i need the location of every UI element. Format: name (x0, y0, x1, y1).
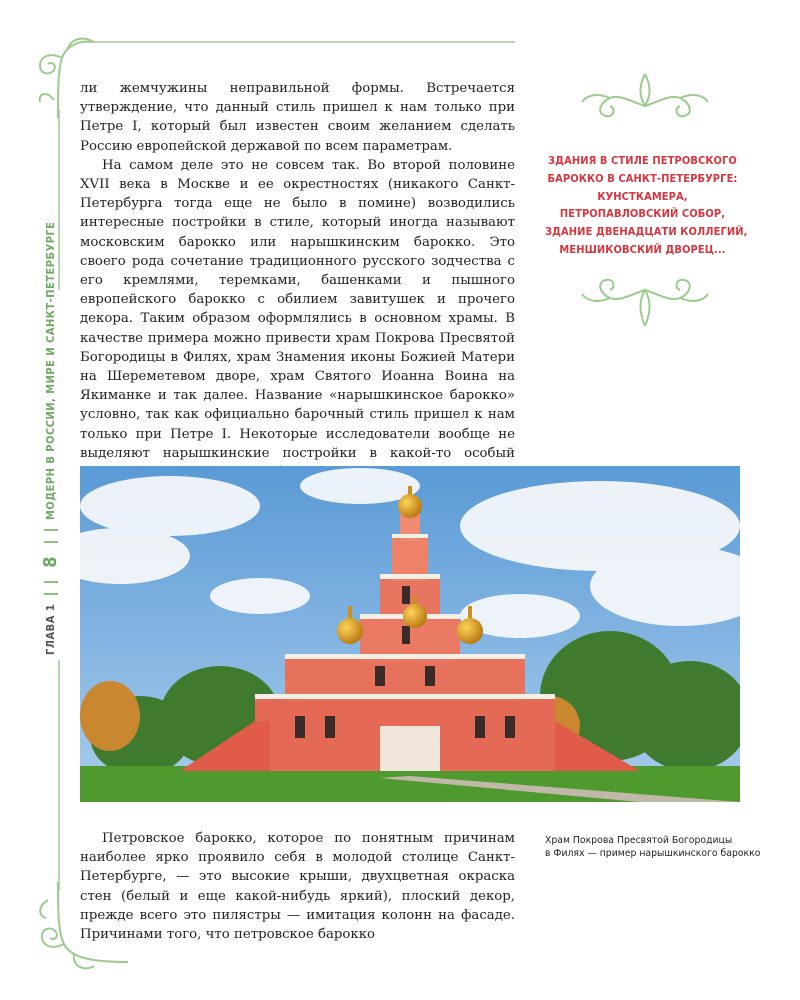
sidebar-ornament-bottom-icon (580, 268, 710, 328)
church-photo (80, 466, 740, 802)
caption-line: Храм Покрова Пресвятой Богородицы (545, 835, 733, 846)
paragraph: ли жемчужины неправильной формы. Встречается утверждение, что данный стиль пришел к нам только при Петре I, который был известен своим желанием сделать Россию европейской державой по всем параметрам. (80, 81, 515, 154)
chapter-label: ГЛАВА 1 (44, 603, 57, 655)
paragraph: На самом деле это не совсем так. Во второй половине XVII века в Москве и ее окрестностях (никакого Санкт-Петербурга тогда еще не было в помине) возводились интересные постройки в стиле, который иногда называют московским барокко или нарышкинским барокко. Это своего рода сочетание традиционного русского зодчества с его кремлями, теремками, башенками и пышного европейского барокко с обилием завитушек и прочего декора. Таким образом оформлялись в основном храмы. В качестве примера можно привести храм Покрова Пресвятой Богородицы в Филях, храм Знамения иконы Божией Матери на Шереметевом дворе, храм Святого Иоанна Воина на Якиманке и так далее. Название «нарышкинское барокко» условно, так как официально барочный стиль пришел к нам только при Петре I. Некоторые исследователи вообще не выделяют нарышкинские постройки в какой-то особый (80, 157, 515, 461)
paragraph: Петровское барокко, которое по понятным причинам наиболее ярко проявило себя в молодой столице Санкт-Петербурге, — это высокие крыши, двухцветная окраска стен (белый и еще какой-нибудь яркий), плоский декор, прежде всего это пилястры — имитация колонн на фасаде. Причинами того, что петровское барокко (80, 831, 515, 943)
sidebar-line: ПЕТРОПАВЛОВСКИЙ СОБОР, (559, 207, 726, 221)
sidebar-line: МЕНШИКОВСКИЙ ДВОРЕЦ... (559, 242, 726, 256)
sidebar-line: БАРОККО В САНКТ-ПЕТЕРБУРГЕ: (547, 171, 738, 185)
divider (44, 593, 58, 595)
caption-line: в Филях — пример нарышкинского барокко (545, 848, 761, 859)
divider (44, 581, 58, 583)
sidebar-note (545, 152, 748, 259)
frame-left-line-bottom (58, 660, 60, 890)
sidebar-line: ЗДАНИЕ ДВЕНАДЦАТИ КОЛЛЕГИЙ, (545, 225, 748, 239)
photo-caption (545, 834, 761, 860)
sidebar-line: ЗДАНИЯ В СТИЛЕ ПЕТРОВСКОГО (548, 154, 737, 167)
page-number: 8 (40, 556, 61, 568)
running-header (40, 221, 61, 655)
divider (44, 529, 58, 531)
church-illustration (80, 466, 740, 802)
body-text-bottom (80, 829, 515, 944)
divider (44, 541, 58, 543)
section-title: МОДЕРН В РОССИИ, МИРЕ И САНКТ-ПЕТЕРБУРГЕ (44, 221, 57, 520)
sidebar-line: КУНСТКАМЕРА, (597, 189, 688, 203)
body-text-top (80, 79, 515, 501)
frame-top-line (90, 41, 515, 43)
sidebar-ornament-top-icon (580, 72, 710, 122)
